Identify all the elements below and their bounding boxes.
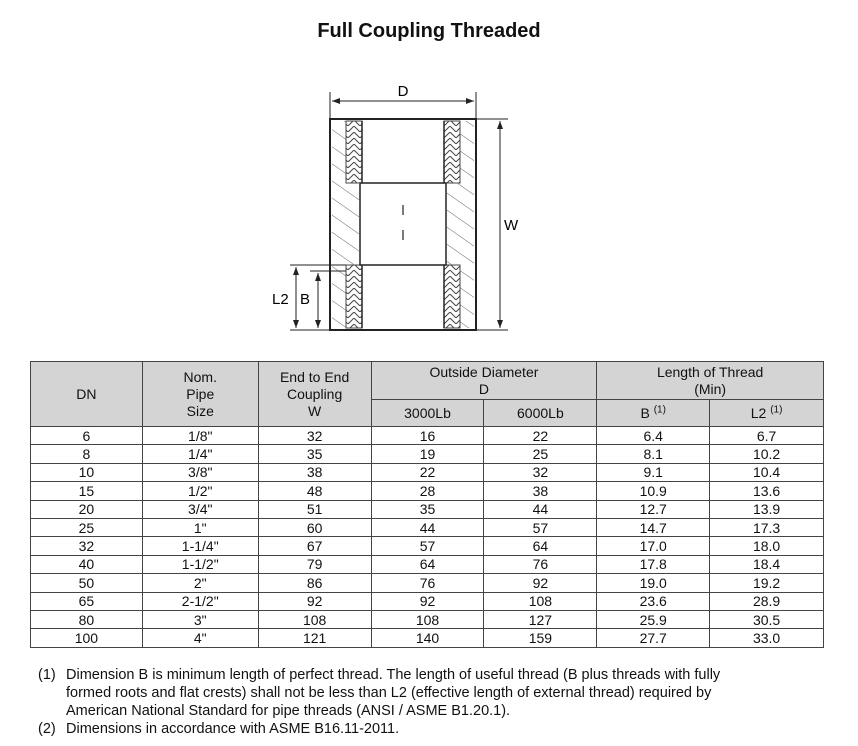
cell-end-to-end: 51: [258, 500, 371, 518]
cell-end-to-end: 92: [258, 592, 371, 610]
cell-od-6000: 44: [484, 500, 597, 518]
label-l2: L2: [272, 291, 289, 308]
cell-thread-l2: 30.5: [710, 610, 824, 628]
cell-end-to-end: 35: [258, 445, 371, 463]
table-row: [31, 500, 824, 518]
cell-od-6000: 22: [484, 427, 597, 445]
cell-dn: 8: [31, 445, 143, 463]
cell-od-6000: 57: [484, 518, 597, 536]
cell-end-to-end: 67: [258, 537, 371, 555]
table-row: [31, 629, 824, 647]
cell-thread-l2: 18.4: [710, 555, 824, 573]
cell-od-3000: 57: [371, 537, 484, 555]
cell-dn: 50: [31, 574, 143, 592]
cell-od-6000: 108: [484, 592, 597, 610]
cell-dn: 32: [31, 537, 143, 555]
cell-od-6000: 25: [484, 445, 597, 463]
table-row: [31, 518, 824, 536]
footnote-1: (1) Dimension B is minimum length of perfect thread. The length of useful thread (B plus threads with fully formed roots and flat crests) shall not be less than L2 (effective length of external thread) required by American National Standard for pipe threads (ANSI / ASME B1.20.1).: [38, 667, 721, 719]
cell-end-to-end: 38: [258, 463, 371, 481]
cell-thread-l2: 17.3: [710, 518, 824, 536]
header-thread-l2: L2 $^{(1)}$: [710, 400, 824, 427]
cell-od-6000: 127: [484, 610, 597, 628]
cell-od-6000: 76: [484, 555, 597, 573]
cell-pipe-size: 1/4": [142, 445, 258, 463]
cell-od-3000: 35: [371, 500, 484, 518]
lower-right-thread: [444, 265, 460, 328]
cell-thread-l2: 13.9: [710, 500, 824, 518]
label-b: B: [300, 291, 311, 308]
cell-thread-b: 23.6: [597, 592, 710, 610]
cell-end-to-end: 79: [258, 555, 371, 573]
header-od-6000: 6000Lb: [484, 400, 597, 427]
header-dn: DN: [31, 362, 143, 427]
table-row: [31, 555, 824, 573]
cell-dn: 20: [31, 500, 143, 518]
cell-pipe-size: 2": [142, 574, 258, 592]
cell-end-to-end: 86: [258, 574, 371, 592]
cell-end-to-end: 108: [258, 610, 371, 628]
table-row: [31, 427, 824, 445]
cell-od-6000: 32: [484, 463, 597, 481]
cell-pipe-size: 3": [142, 610, 258, 628]
cell-od-3000: 92: [371, 592, 484, 610]
cell-thread-b: 14.7: [597, 518, 710, 536]
cell-pipe-size: 1-1/4": [142, 537, 258, 555]
cell-thread-l2: 10.4: [710, 463, 824, 481]
cell-thread-l2: 19.2: [710, 574, 824, 592]
cell-end-to-end: 32: [258, 427, 371, 445]
cell-od-3000: 16: [371, 427, 484, 445]
table-body: [31, 427, 824, 648]
cell-pipe-size: 4": [142, 629, 258, 647]
cell-thread-l2: 28.9: [710, 592, 824, 610]
cell-thread-b: 27.7: [597, 629, 710, 647]
cell-dn: 6: [31, 427, 143, 445]
cell-dn: 65: [31, 592, 143, 610]
cell-dn: 40: [31, 555, 143, 573]
cell-pipe-size: 1/8": [142, 427, 258, 445]
cell-dn: 100: [31, 629, 143, 647]
lower-left-thread: [346, 265, 362, 328]
cell-thread-b: 10.9: [597, 482, 710, 500]
cell-thread-b: 17.0: [597, 537, 710, 555]
cell-od-3000: 76: [371, 574, 484, 592]
table-row: [31, 463, 824, 481]
cell-thread-l2: 33.0: [710, 629, 824, 647]
cell-od-3000: 28: [371, 482, 484, 500]
cell-thread-l2: 18.0: [710, 537, 824, 555]
header-length-of-thread: Length of Thread (Min): [597, 362, 824, 400]
cell-end-to-end: 60: [258, 518, 371, 536]
page-title: Full Coupling Threaded: [317, 20, 541, 42]
cell-od-6000: 92: [484, 574, 597, 592]
coupling-bore: [360, 183, 446, 265]
cell-thread-l2: 13.6: [710, 482, 824, 500]
dimensions-table: [30, 361, 824, 648]
table-row: [31, 610, 824, 628]
cell-thread-b: 6.4: [597, 427, 710, 445]
upper-left-thread: [346, 121, 362, 183]
cell-end-to-end: 48: [258, 482, 371, 500]
footnotes: [38, 666, 828, 738]
cell-pipe-size: 2-1/2": [142, 592, 258, 610]
cell-dn: 80: [31, 610, 143, 628]
cell-od-6000: 159: [484, 629, 597, 647]
upper-right-thread: [444, 121, 460, 183]
table-row: [31, 445, 824, 463]
cell-thread-b: 17.8: [597, 555, 710, 573]
cell-od-6000: 64: [484, 537, 597, 555]
header-od-3000: 3000Lb: [371, 400, 484, 427]
footnote-2: (2) Dimensions in accordance with ASME B16.11-2011.: [38, 721, 400, 737]
cell-thread-b: 8.1: [597, 445, 710, 463]
cell-thread-b: 9.1: [597, 463, 710, 481]
table-row: [31, 482, 824, 500]
coupling-drawing: [260, 78, 560, 348]
cell-thread-l2: 6.7: [710, 427, 824, 445]
cell-pipe-size: 1-1/2": [142, 555, 258, 573]
cell-dn: 15: [31, 482, 143, 500]
cell-thread-b: 25.9: [597, 610, 710, 628]
table-row: [31, 592, 824, 610]
cell-od-3000: 64: [371, 555, 484, 573]
cell-od-3000: 44: [371, 518, 484, 536]
cell-pipe-size: 3/8": [142, 463, 258, 481]
cell-thread-b: 19.0: [597, 574, 710, 592]
header-end-to-end: End to End Coupling W: [258, 362, 371, 427]
cell-end-to-end: 121: [258, 629, 371, 647]
header-outside-diameter: Outside Diameter D: [371, 362, 597, 400]
table-row: [31, 537, 824, 555]
cell-pipe-size: 1/2": [142, 482, 258, 500]
cell-dn: 25: [31, 518, 143, 536]
cell-pipe-size: 1": [142, 518, 258, 536]
label-w: W: [504, 217, 519, 234]
cell-od-3000: 22: [371, 463, 484, 481]
cell-od-3000: 140: [371, 629, 484, 647]
table-row: [31, 574, 824, 592]
label-d: D: [397, 83, 409, 100]
cell-pipe-size: 3/4": [142, 500, 258, 518]
cell-thread-b: 12.7: [597, 500, 710, 518]
header-nom-pipe-size: Nom. Pipe Size: [142, 362, 258, 427]
cell-od-3000: 19: [371, 445, 484, 463]
cell-thread-l2: 10.2: [710, 445, 824, 463]
cell-od-6000: 38: [484, 482, 597, 500]
cell-dn: 10: [31, 463, 143, 481]
header-thread-b: B $^{(1)}$: [597, 400, 710, 427]
cell-od-3000: 108: [371, 610, 484, 628]
